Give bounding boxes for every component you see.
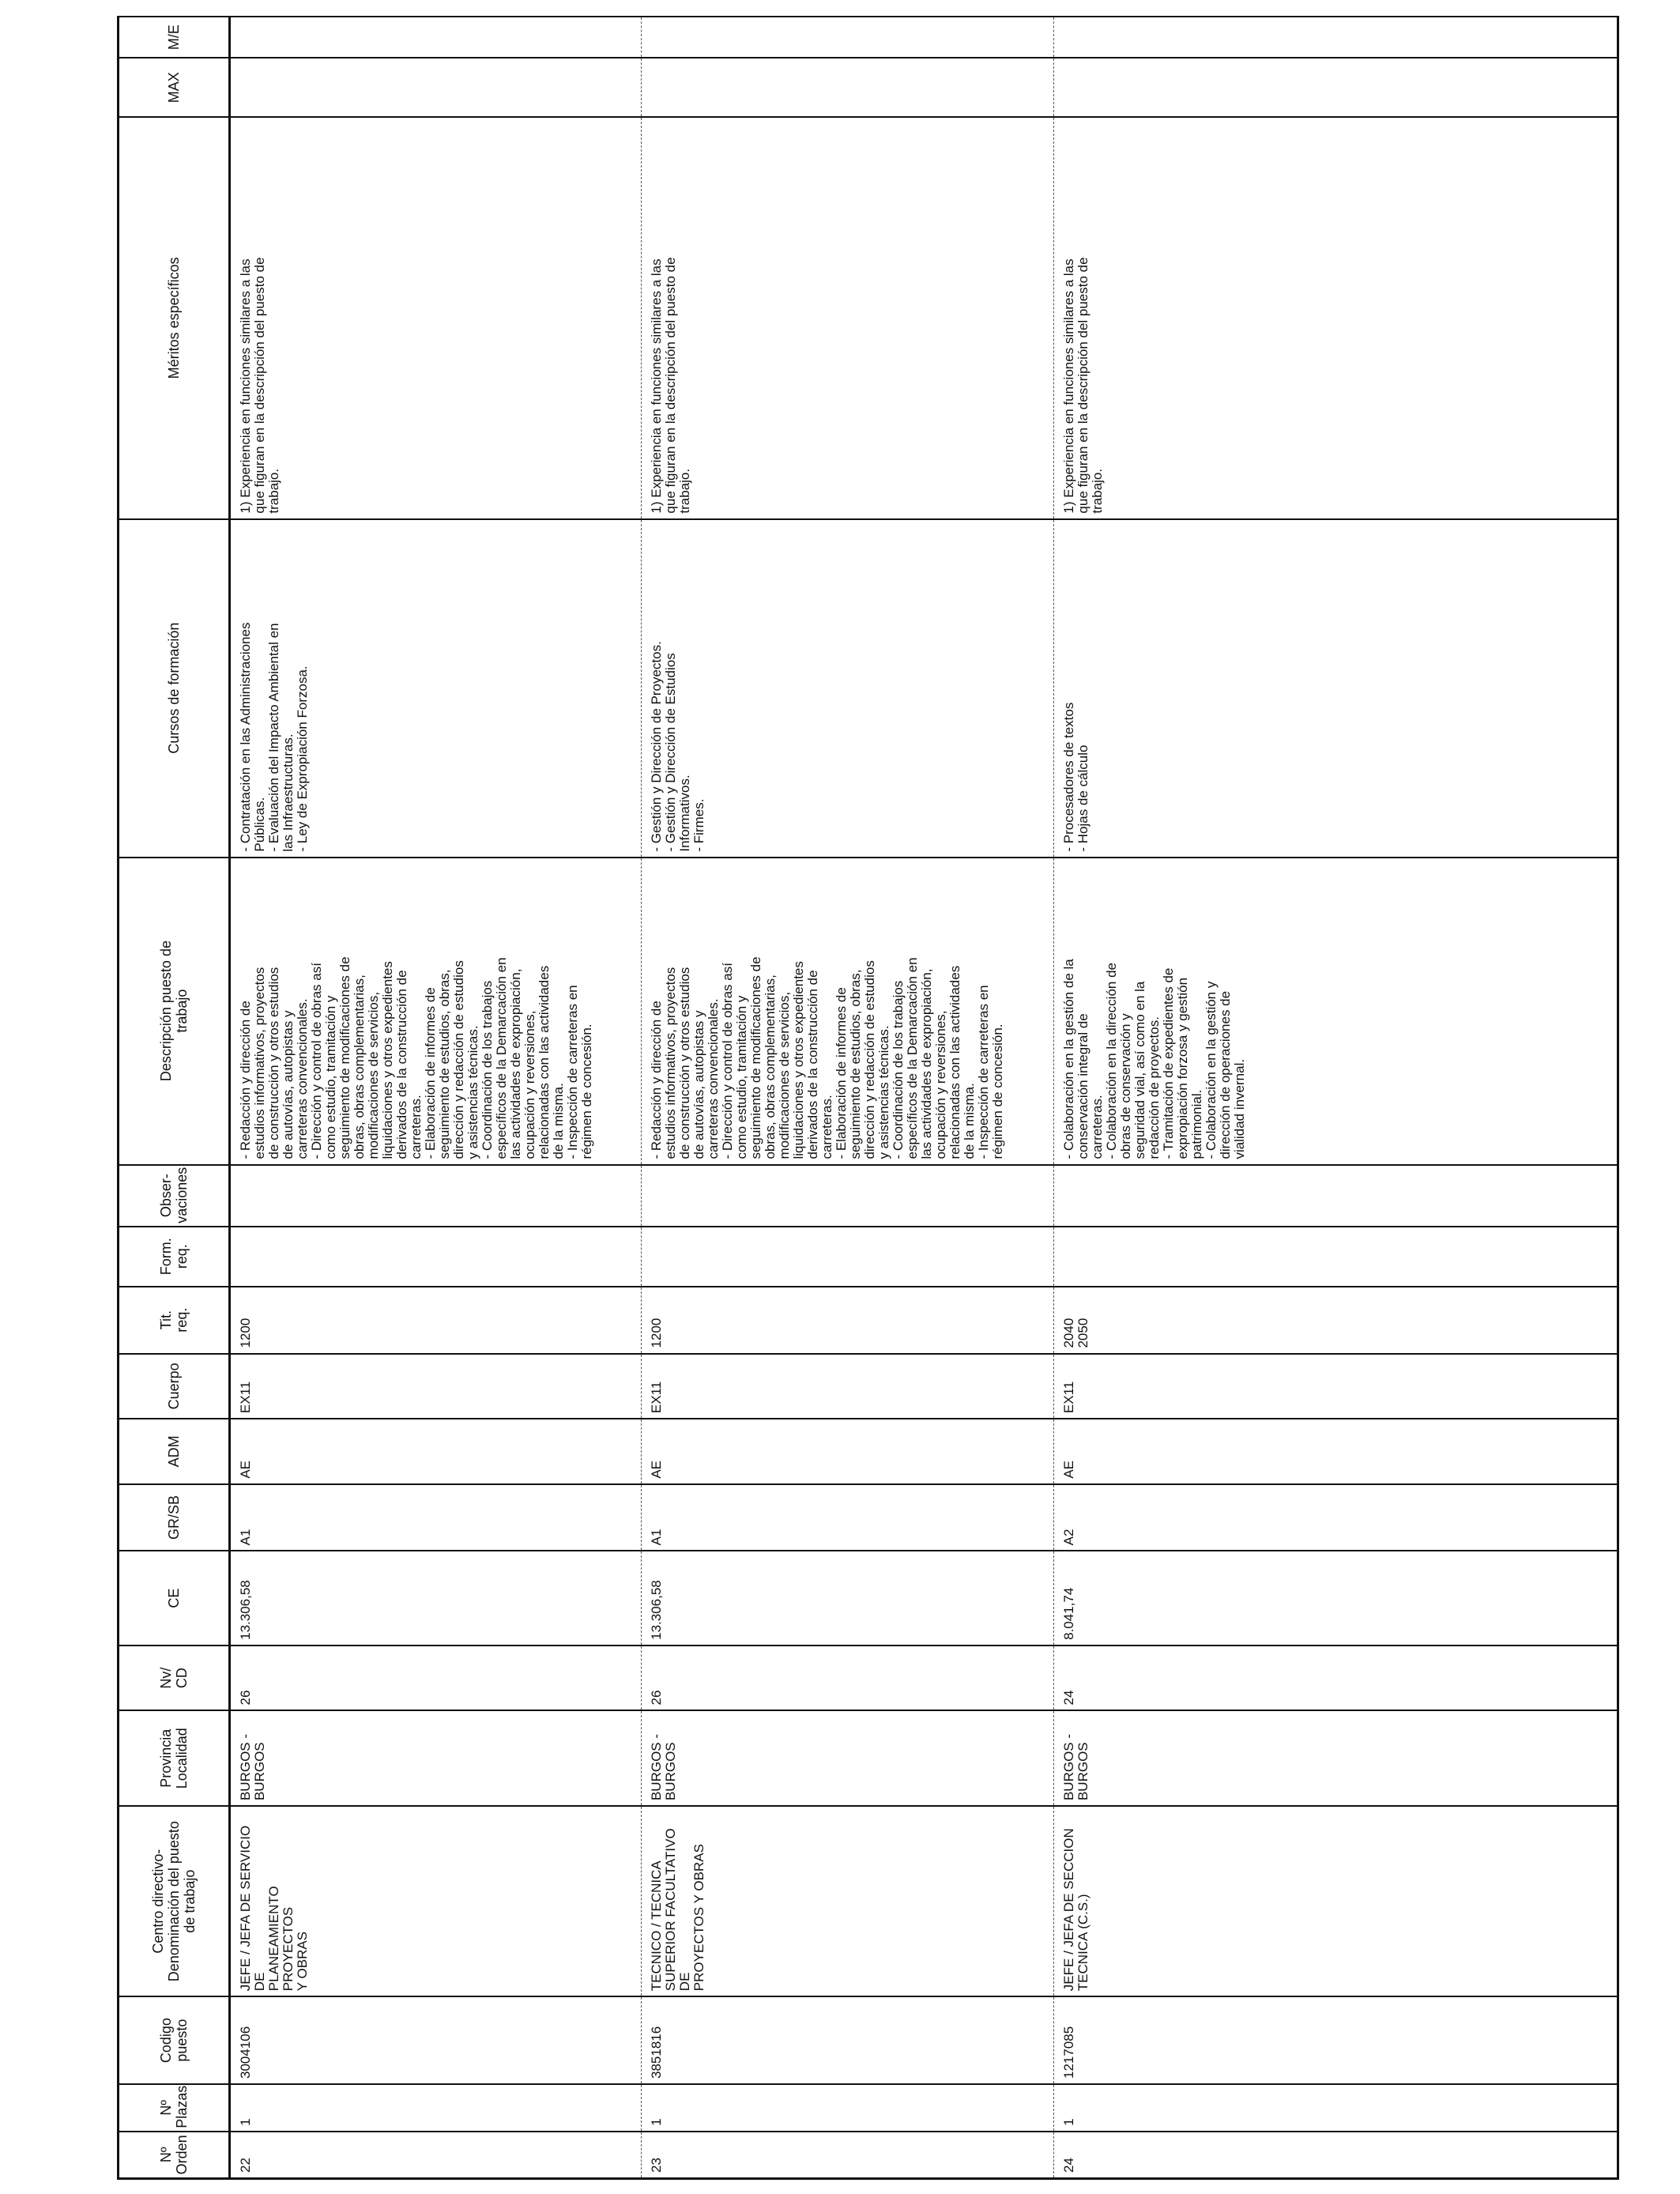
cell-codigo: 3851816: [642, 1996, 1054, 2084]
cell-nivel: 26: [642, 1646, 1054, 1711]
col-header-observaciones: Obser- vaciones: [119, 1165, 230, 1227]
cell-cursos: - Procesadores de textos - Hojas de cálculo: [1054, 519, 1618, 858]
cell-adm: AE: [230, 1419, 642, 1484]
cell-adm: AE: [642, 1419, 1054, 1484]
col-header-provincia: Provincia Localidad: [119, 1710, 230, 1806]
cell-max: [230, 58, 642, 117]
cell-max: [1054, 58, 1618, 117]
cell-descripcion: - Colaboración en la gestión de la conservación integral de carreteras. - Colaboración en la dirección de obras de conservación y seguridad vial, así como en la redacción de proyectos. - Tramitación de expedientes de expropiación forzosa y gestión patrimonial. - Colaboración en la gestión y dirección de operaciones de vialidad invernal.: [1054, 858, 1618, 1165]
cell-cursos: - Gestión y Dirección de Proyectos. - Gestión y Dirección de Estudios Informativos. - Firmes.: [642, 519, 1054, 858]
cell-grupo: A1: [642, 1484, 1054, 1551]
col-header-descripcion: Descripción puesto de trabajo: [119, 858, 230, 1165]
table-row: [642, 17, 1054, 2179]
col-header-meritos: Méritos específicos: [119, 117, 230, 518]
cell-observaciones: [230, 1165, 642, 1227]
cell-centro: TECNICO / TECNICA SUPERIOR FACULTATIVO DE PROYECTOS Y OBRAS: [642, 1806, 1054, 1996]
col-header-nivel: Nv/ CD: [119, 1646, 230, 1711]
cell-plazas: 1: [642, 2084, 1054, 2132]
cell-provincia: BURGOS - BURGOS: [642, 1710, 1054, 1806]
cell-provincia: BURGOS - BURGOS: [230, 1710, 642, 1806]
col-header-titulacion: Tit. req.: [119, 1287, 230, 1354]
cell-me: [230, 17, 642, 58]
cell-meritos: 1) Experiencia en funciones similares a las que figuran en la descripción del puesto de trabajo.: [1054, 117, 1618, 518]
col-header-adm: ADM: [119, 1419, 230, 1484]
col-header-plazas: Nº Plazas: [119, 2084, 230, 2132]
cell-titulacion: 1200: [230, 1287, 642, 1354]
cell-formacion: [1054, 1227, 1618, 1287]
cell-titulacion: 1200: [642, 1287, 1054, 1354]
col-header-centro: Centro directivo- Denominación del puesto de trabajo: [119, 1806, 230, 1996]
table-row: [230, 17, 642, 2179]
cell-observaciones: [1054, 1165, 1618, 1227]
cell-codigo: 3004106: [230, 1996, 642, 2084]
cell-nivel: 26: [230, 1646, 642, 1711]
cell-ce: 8.041,74: [1054, 1551, 1618, 1646]
cell-meritos: 1) Experiencia en funciones similares a las que figuran en la descripción del puesto de trabajo.: [230, 117, 642, 518]
cell-cuerpo: EX11: [230, 1354, 642, 1419]
col-header-cursos: Cursos de formación: [119, 519, 230, 858]
cell-plazas: 1: [1054, 2084, 1618, 2132]
cell-centro: JEFE / JEFA DE SERVICIO DE PLANEAMIENTO PROYECTOS Y OBRAS: [230, 1806, 642, 1996]
table-row: [1054, 17, 1618, 2179]
col-header-cuerpo: Cuerpo: [119, 1354, 230, 1419]
cell-meritos: 1) Experiencia en funciones similares a las que figuran en la descripción del puesto de trabajo.: [642, 117, 1054, 518]
header-row: [119, 17, 230, 2179]
cell-me: [1054, 17, 1618, 58]
cell-titulacion: 2040 2050: [1054, 1287, 1618, 1354]
cell-adm: AE: [1054, 1419, 1618, 1484]
col-header-max: MAX: [119, 58, 230, 117]
col-header-formacion: Form. req.: [119, 1227, 230, 1287]
job-positions-table: [117, 16, 1619, 2180]
cell-me: [642, 17, 1054, 58]
cell-grupo: A2: [1054, 1484, 1618, 1551]
cell-descripcion: - Redacción y dirección de estudios informativos, proyectos de construcción y otros estudios de autovías, autopistas y carreteras convencionales. - Dirección y control de obras así como estudio, tramitación y seguimiento de modificaciones de obras, obras complementarias, modificaciones de servicios, liquidaciones y otros expedientes derivados de la construcción de carreteras. - Elaboración de informes de seguimiento de estudios, obras, dirección y redacción de estudios y asistencias técnicas. - Coordinación de los trabajos específicos de la Demarcación en las actividades de expropiación, ocupación y reversiones, relacionadas con las actividades de la misma. - Inspección de carreteras en régimen de concesión.: [642, 858, 1054, 1165]
cell-cuerpo: EX11: [1054, 1354, 1618, 1419]
cell-plazas: 1: [230, 2084, 642, 2132]
col-header-orden: Nº Orden: [119, 2132, 230, 2179]
cell-max: [642, 58, 1054, 117]
col-header-grupo: GR/SB: [119, 1484, 230, 1551]
cell-nivel: 24: [1054, 1646, 1618, 1711]
cell-formacion: [230, 1227, 642, 1287]
col-header-me: M/E: [119, 17, 230, 58]
cell-orden: 24: [1054, 2132, 1618, 2179]
cell-ce: 13.306,58: [642, 1551, 1054, 1646]
cell-orden: 23: [642, 2132, 1054, 2179]
col-header-ce: CE: [119, 1551, 230, 1646]
cell-cuerpo: EX11: [642, 1354, 1054, 1419]
cell-descripcion: - Redacción y dirección de estudios informativos, proyectos de construcción y otros estudios de autovías, autopistas y carreteras convencionales. - Dirección y control de obras así como estudio, tramitación y seguimiento de modificaciones de obras, obras complementarias, modificaciones de servicios, liquidaciones y otros expedientes derivados de la construcción de carreteras. - Elaboración de informes de seguimiento de estudios, obras, dirección y redacción de estudios y asistencias técnicas. - Coordinación de los trabajos específicos de la Demarcación en las actividades de expropiación, ocupación y reversiones, relacionadas con las actividades de la misma. - Inspección de carreteras en régimen de concesión.: [230, 858, 642, 1165]
cell-formacion: [642, 1227, 1054, 1287]
cell-grupo: A1: [230, 1484, 642, 1551]
col-header-codigo: Codigo puesto: [119, 1996, 230, 2084]
cell-provincia: BURGOS - BURGOS: [1054, 1710, 1618, 1806]
cell-cursos: - Contratación en las Administraciones Públicas. - Evaluación del Impacto Ambiental en las Infraestructuras. - Ley de Expropiación Forzosa.: [230, 519, 642, 858]
cell-centro: JEFE / JEFA DE SECCION TECNICA (C.S.): [1054, 1806, 1618, 1996]
cell-ce: 13.306,58: [230, 1551, 642, 1646]
cell-observaciones: [642, 1165, 1054, 1227]
cell-codigo: 1217085: [1054, 1996, 1618, 2084]
cell-orden: 22: [230, 2132, 642, 2179]
